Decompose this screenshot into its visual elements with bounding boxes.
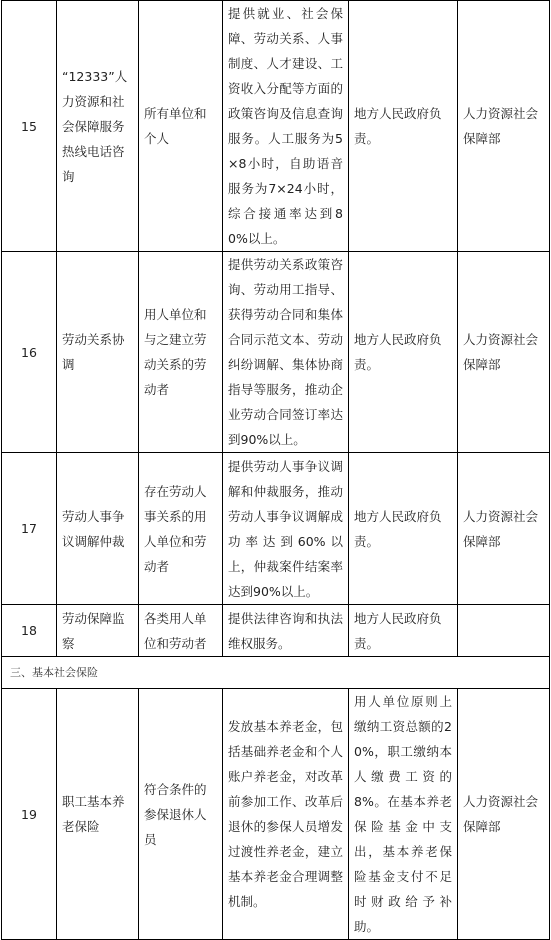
row-number: 17 <box>2 453 57 605</box>
service-item: “12333”人力资源和社会保障服务热线电话咨询 <box>57 1 139 252</box>
service-target: 符合条件的参保退休人员 <box>139 689 223 940</box>
service-item: 劳动关系协调 <box>57 252 139 453</box>
service-target: 所有单位和个人 <box>139 1 223 252</box>
table-row-16 <box>2 252 550 453</box>
lead-department: 人力资源社会保障部 <box>458 453 550 605</box>
service-content: 提供劳动关系政策咨询、劳动用工指导、获得劳动合同和集体合同示范文本、劳动纠纷调解、集体协商指导等服务，推动企业劳动合同签订率达到90%以上。 <box>223 252 349 453</box>
funding-responsibility: 地方人民政府负责。 <box>349 605 458 657</box>
service-content: 提供就业、社会保障、劳动关系、人事制度、人才建设、工资收入分配等方面的政策咨询及信息查询服务。人工服务为5×8小时，自助语音服务为7×24小时，综合接通率达到80%以上。 <box>223 1 349 252</box>
service-item: 劳动人事争议调解仲裁 <box>57 453 139 605</box>
table-row-19 <box>2 689 550 940</box>
service-target: 用人单位和与之建立劳动关系的劳动者 <box>139 252 223 453</box>
table-row-17 <box>2 453 550 605</box>
service-item: 职工基本养老保险 <box>57 689 139 940</box>
funding-responsibility: 用人单位原则上缴纳工资总额的20%，职工缴纳本人缴费工资的8%。在基本养老保险基金中支出，基本养老保险基金支付不足时财政给予补助。 <box>349 689 458 940</box>
service-content: 发放基本养老金，包括基础养老金和个人账户养老金，对改革前参加工作、改革后退休的参保人员增发过渡性养老金，建立基本养老金合理调整机制。 <box>223 689 349 940</box>
row-number: 19 <box>2 689 57 940</box>
section-title: 三、基本社会保险 <box>2 657 550 689</box>
service-standards-table <box>1 0 550 940</box>
row-number: 18 <box>2 605 57 657</box>
row-number: 15 <box>2 1 57 252</box>
funding-responsibility: 地方人民政府负责。 <box>349 453 458 605</box>
funding-responsibility: 地方人民政府负责。 <box>349 252 458 453</box>
service-target: 存在劳动人事关系的用人单位和劳动者 <box>139 453 223 605</box>
section-header-row <box>2 657 550 689</box>
service-item: 劳动保障监察 <box>57 605 139 657</box>
lead-department: 人力资源社会保障部 <box>458 689 550 940</box>
table-row-18 <box>2 605 550 657</box>
table-row-15 <box>2 1 550 252</box>
lead-department <box>458 605 550 657</box>
row-number: 16 <box>2 252 57 453</box>
service-content: 提供劳动人事争议调解和仲裁服务，推动劳动人事争议调解成功率达到60%以上，仲裁案件结案率达到90%以上。 <box>223 453 349 605</box>
funding-responsibility: 地方人民政府负责。 <box>349 1 458 252</box>
service-target: 各类用人单位和劳动者 <box>139 605 223 657</box>
lead-department: 人力资源社会保障部 <box>458 252 550 453</box>
service-content: 提供法律咨询和执法维权服务。 <box>223 605 349 657</box>
lead-department: 人力资源社会保障部 <box>458 1 550 252</box>
